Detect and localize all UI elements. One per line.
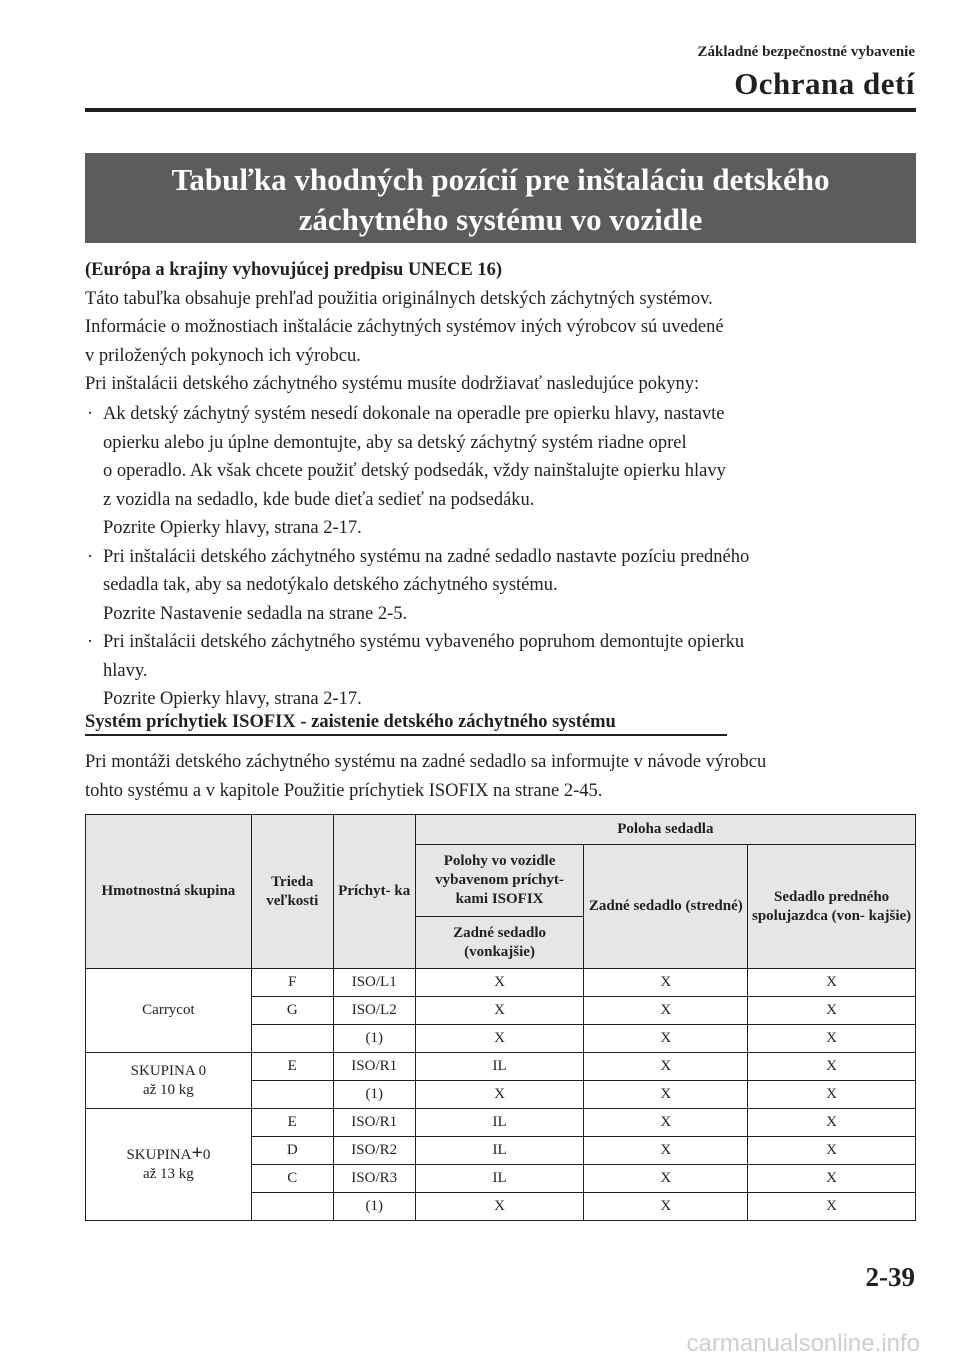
table-row (86, 969, 916, 997)
header-isofix-positions: Polohy vo vozidle vybavenom príchyt- kami ISOFIX (415, 845, 584, 917)
instruction-list (85, 400, 920, 714)
center-cell: X (584, 969, 748, 997)
fixture-cell: (1) (333, 1025, 415, 1053)
center-cell: X (584, 997, 748, 1025)
isofix-suitability-table (85, 814, 916, 1221)
fixture-cell: ISO/R3 (333, 1165, 415, 1193)
header-divider (85, 108, 916, 112)
list-item-reference: Pozrite Opierky hlavy, strana 2-17. (103, 518, 362, 538)
page-number: 2-39 (865, 1262, 915, 1292)
bullet-dot: · (87, 546, 94, 567)
table-row (86, 1109, 916, 1137)
list-item (85, 543, 920, 629)
isofix-text (85, 748, 920, 805)
fixture-cell: ISO/L2 (333, 997, 415, 1025)
group-name: Carrycot (142, 1002, 195, 1018)
size-cell (251, 1081, 333, 1109)
list-item-line: o operadlo. Ak však chcete použiť detský podsedák, vždy nainštalujte opierku hlavy (103, 461, 726, 481)
center-cell: X (584, 1053, 748, 1081)
group-weight: až 13 kg (142, 1165, 194, 1182)
size-cell: C (251, 1165, 333, 1193)
outer-cell: X (415, 1193, 584, 1221)
group-name-text: SKUPINA (126, 1146, 192, 1163)
outer-cell: X (415, 1025, 584, 1053)
list-item (85, 628, 920, 714)
header-size-class: Trieda veľkosti (251, 815, 333, 969)
watermark: carmanualsonline.info (686, 1330, 920, 1357)
outer-cell: X (415, 997, 584, 1025)
front-cell: X (748, 1165, 916, 1193)
group-name: SKUPINA 0 (130, 1062, 207, 1079)
header-front-passenger: Sedadlo predného spolujazdca (von- kajšie) (748, 845, 916, 969)
front-cell: X (748, 1025, 916, 1053)
intro-line: Táto tabuľka obsahuje prehľad použitia originálnych detských záchytných systémov. (85, 288, 713, 309)
front-cell: X (748, 1109, 916, 1137)
fixture-cell: (1) (333, 1081, 415, 1109)
front-cell: X (748, 1193, 916, 1221)
center-cell: X (584, 1193, 748, 1221)
intro-line: Informácie o možnostiach inštalácie záchytných systémov iných výrobcov sú uvedené (85, 317, 724, 337)
header-fixture: Príchyt- ka (333, 815, 415, 969)
outer-cell: IL (415, 1053, 584, 1081)
list-item-line: sedadla tak, aby sa nedotýkalo detského záchytného systému. (103, 575, 558, 595)
list-item-reference: Pozrite Opierky hlavy, strana 2-17. (103, 689, 362, 709)
header-rear-center: Zadné sedadlo (stredné) (584, 845, 748, 969)
group-name-suffix: 0 (202, 1146, 211, 1163)
isofix-line: tohto systému a v kapitole Použitie príchytiek ISOFIX na strane 2-45. (85, 780, 603, 801)
intro-block (85, 256, 920, 399)
group-name (88, 1141, 249, 1165)
isofix-heading-underline (85, 734, 727, 736)
section-title: Ochrana detí (734, 66, 915, 101)
center-cell: X (584, 1081, 748, 1109)
group-name-cell (86, 1053, 252, 1109)
front-cell: X (748, 1081, 916, 1109)
size-cell: D (251, 1137, 333, 1165)
table-row (86, 1053, 916, 1081)
bullet-dot: · (87, 632, 94, 652)
list-item-line: opierku alebo ju úplne demontujte, aby sa detský záchytný systém riadne oprel (103, 432, 687, 453)
front-cell: X (748, 1053, 916, 1081)
size-cell (251, 1025, 333, 1053)
outer-cell: IL (415, 1165, 584, 1193)
list-item-reference: Pozrite Nastavenie sedadla na strane 2-5. (103, 603, 408, 624)
header-rear-outer: Zadné sedadlo (vonkajšie) (415, 917, 584, 969)
front-cell: X (748, 1137, 916, 1165)
banner-line-2: záchytného systému vo vozidle (298, 202, 703, 237)
size-cell (251, 1193, 333, 1221)
intro-region-note: (Európa a krajiny vyhovujúcej predpisu UNECE 16) (85, 260, 502, 280)
isofix-line: Pri montáži detského záchytného systému na zadné sedadlo sa informujte v návode výrobcu (85, 752, 767, 772)
header-seat-position: Poloha sedadla (415, 815, 915, 845)
center-cell: X (584, 1165, 748, 1193)
list-item (85, 400, 920, 543)
size-cell: E (251, 1109, 333, 1137)
group-name-cell (86, 969, 252, 1053)
fixture-cell: ISO/R1 (333, 1053, 415, 1081)
list-item-line: z vozidla na sedadlo, kde bude dieťa sedieť na podsedáku. (103, 489, 535, 510)
header-mass-group: Hmotnostná skupina (86, 815, 252, 969)
center-cell: X (584, 1137, 748, 1165)
group-name-cell (86, 1109, 252, 1221)
page-title-banner (85, 153, 916, 243)
outer-cell: IL (415, 1109, 584, 1137)
front-cell: X (748, 969, 916, 997)
fixture-cell: ISO/R1 (333, 1109, 415, 1137)
banner-line-1: Tabuľka vhodných pozícií pre inštaláciu detského (171, 162, 830, 197)
outer-cell: X (415, 1081, 584, 1109)
fixture-cell: (1) (333, 1193, 415, 1221)
center-cell: X (584, 1109, 748, 1137)
list-item-line: Ak detský záchytný systém nesedí dokonale na operadle pre opierku hlavy, nastavte (103, 404, 725, 424)
intro-line: v priložených pokynoch ich výrobcu. (85, 345, 361, 366)
isofix-heading: Systém príchytiek ISOFIX - zaistenie detského záchytného systému (85, 712, 616, 732)
front-cell: X (748, 997, 916, 1025)
center-cell: X (584, 1025, 748, 1053)
list-item-line: hlavy. (103, 660, 148, 681)
size-cell: G (251, 997, 333, 1025)
size-cell: F (251, 969, 333, 997)
intro-line: Pri inštalácii detského záchytného systému musíte dodržiavať nasledujúce pokyny: (85, 374, 700, 394)
group-weight: až 10 kg (142, 1081, 194, 1098)
plus-icon: + (191, 1141, 203, 1164)
fixture-cell: ISO/L1 (333, 969, 415, 997)
section-subtitle: Základné bezpečnostné vybavenie (697, 44, 915, 60)
list-item-line: Pri inštalácii detského záchytného systému vybaveného popruhom demontujte opierku (103, 632, 745, 652)
bullet-dot: · (87, 404, 94, 424)
fixture-cell: ISO/R2 (333, 1137, 415, 1165)
outer-cell: X (415, 969, 584, 997)
list-item-line: Pri inštalácii detského záchytného systému na zadné sedadlo nastavte pozíciu predného (103, 546, 750, 567)
size-cell: E (251, 1053, 333, 1081)
outer-cell: IL (415, 1137, 584, 1165)
